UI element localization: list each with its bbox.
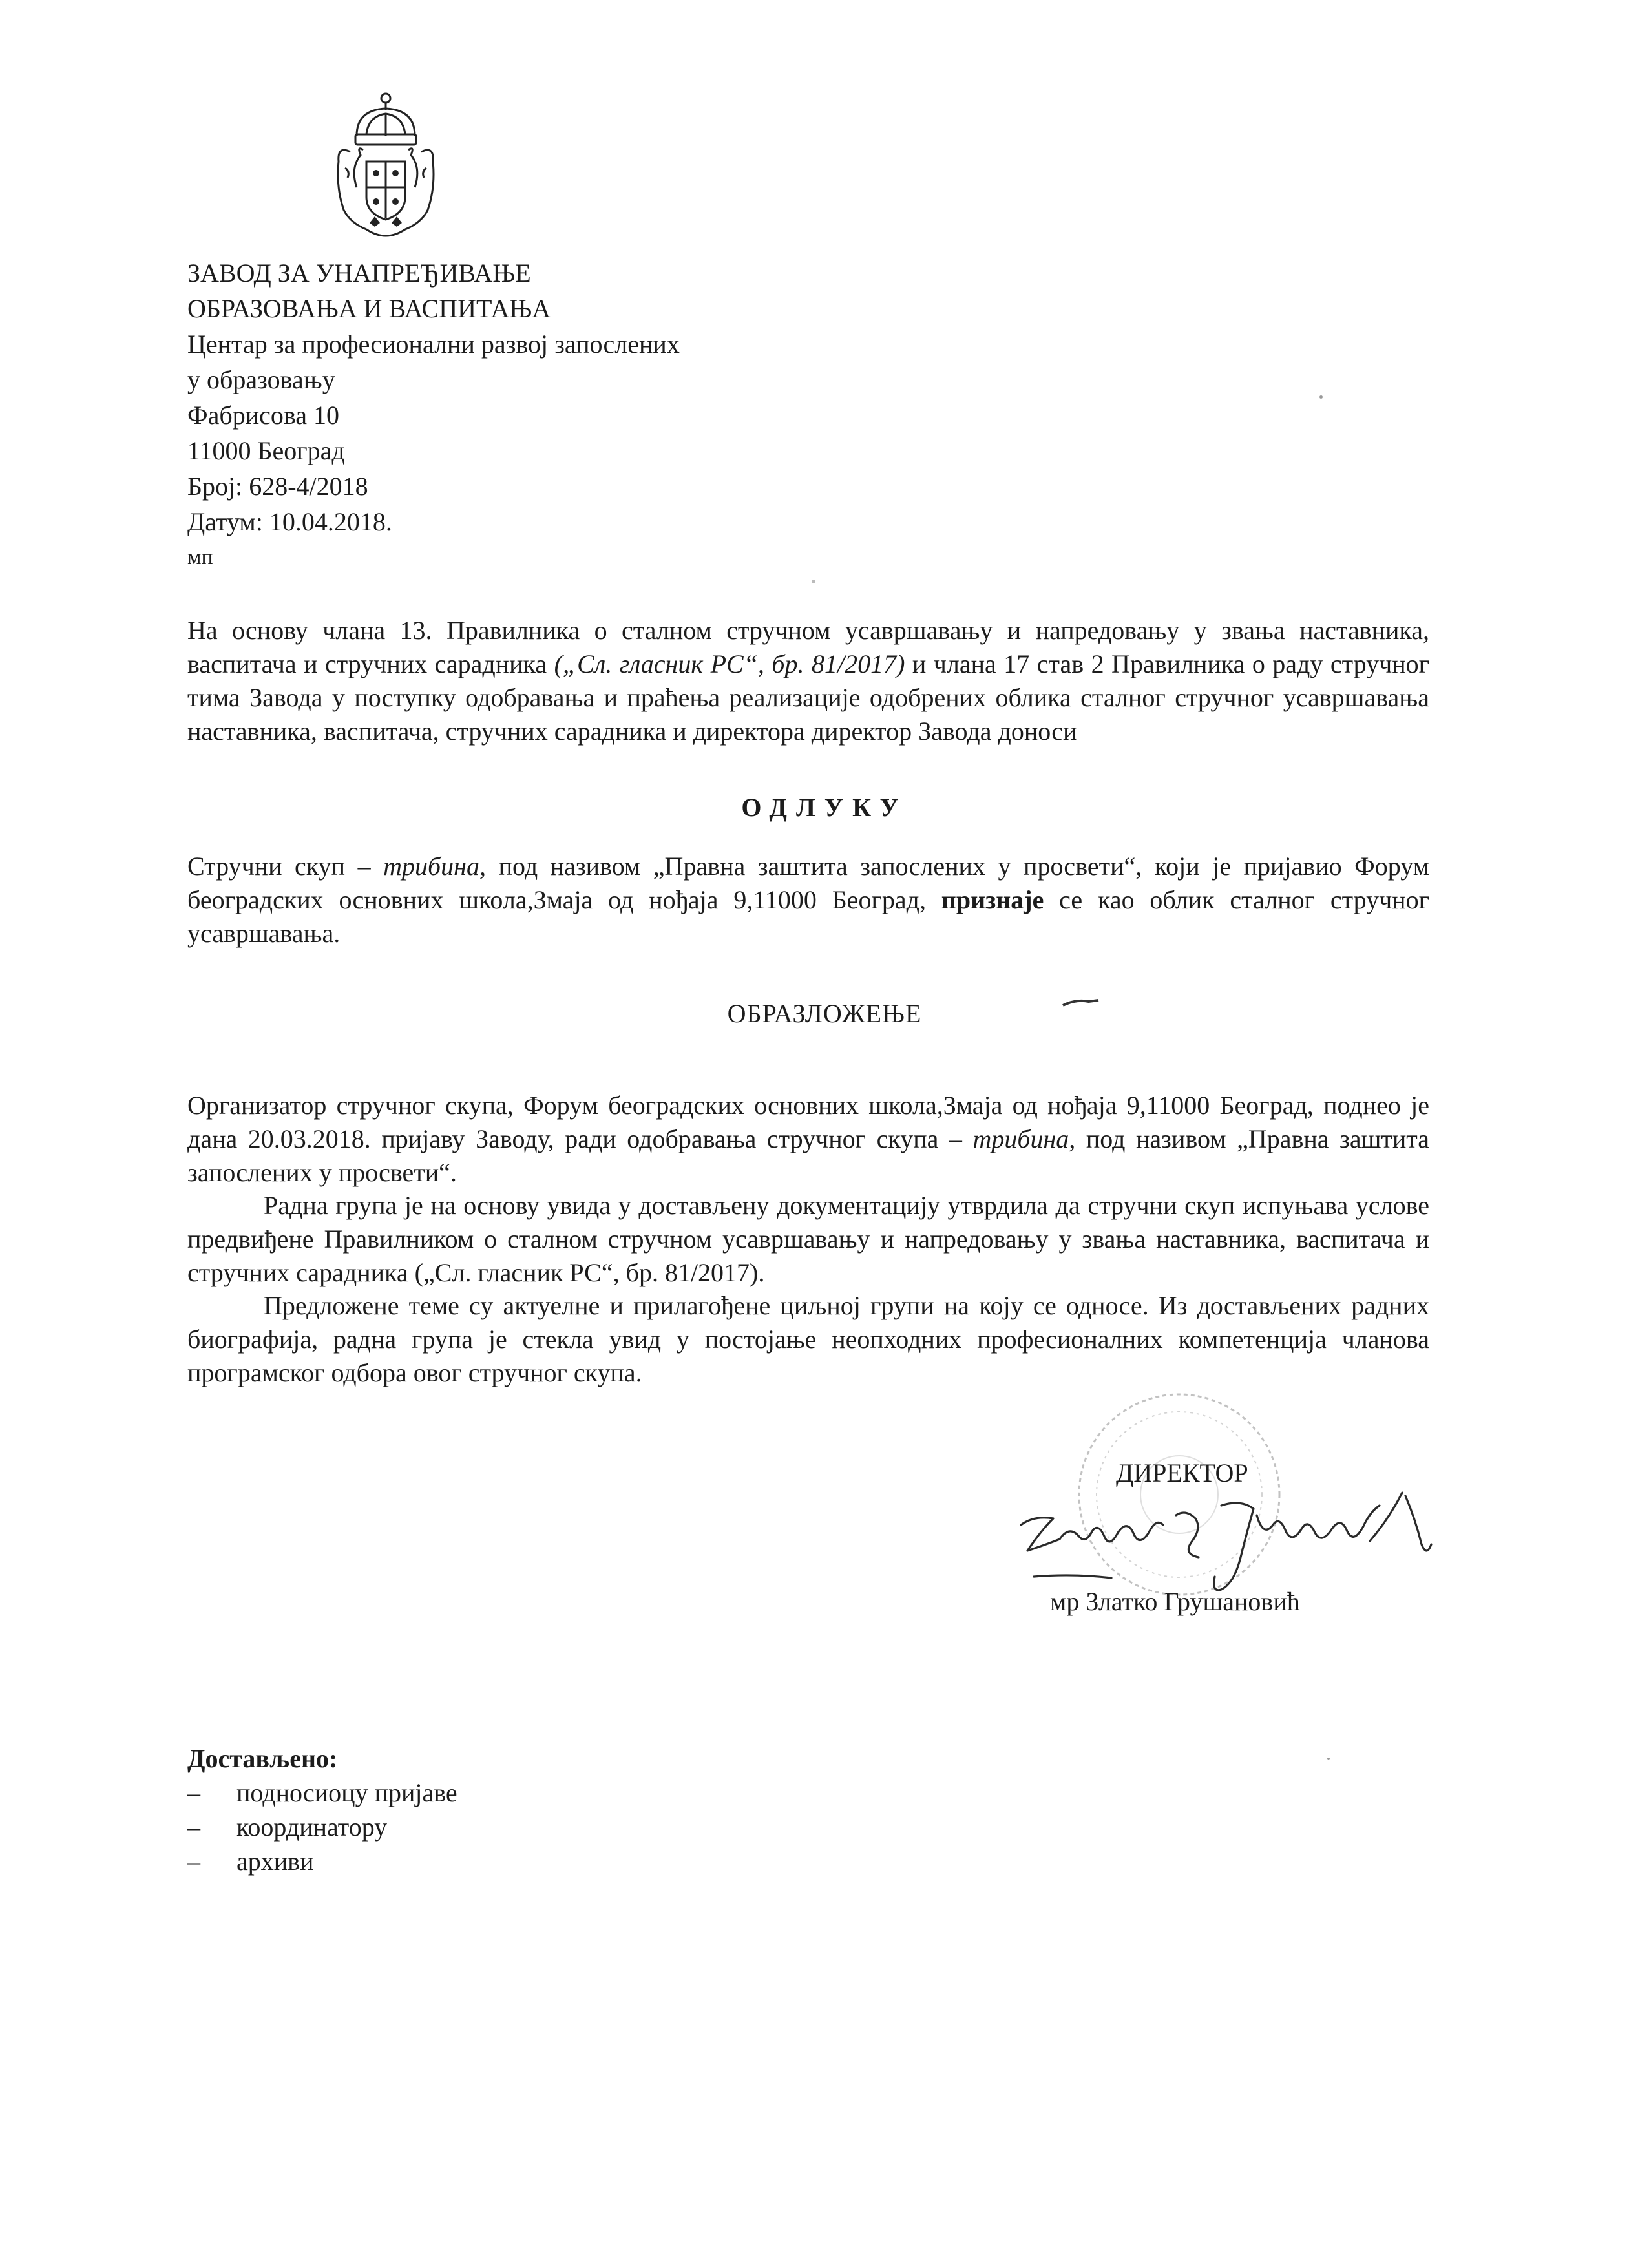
- institution-name-line1: ЗАВОД ЗА УНАПРЕЂИВАЊЕ: [187, 258, 531, 288]
- scan-speck: [1327, 1758, 1330, 1760]
- document-number: Број: 628-4/2018: [187, 472, 368, 501]
- preamble-gazette-ref: („Сл. гласник РС“, бр. 81/2017): [554, 649, 905, 678]
- scan-speck: [1319, 395, 1323, 399]
- signatory-title: ДИРЕКТОР: [1116, 1458, 1248, 1487]
- street-address: Фабрисова 10: [187, 401, 339, 430]
- decision-text-3: се као облик сталног стручног усавршавања.: [187, 885, 1429, 948]
- reasoning-paragraph-1: [187, 1089, 1429, 1190]
- center-name-line1: Центар за професионални развој запослених: [187, 330, 680, 359]
- distribution-item: [187, 1776, 457, 1810]
- reasoning-paragraph-3: Предложене теме су актуелне и прилагођене циљној групи на коју се односе. Из достављених радних биографија, радна група је стекла увид у постојање неопходних професионалних компетенција чланова програмског одбора овог стручног скупа.: [187, 1291, 1429, 1387]
- handwritten-signature: [1008, 1480, 1447, 1602]
- list-dash: –: [187, 1812, 200, 1842]
- reasoning-paragraph-2: Радна група је на основу увида у достављену документацију утврдила да стручни скуп испуњава услове предвиђене Правилником о сталном стручном усавршавању и напредовању у звања наставника, васпитача и стручних сарадника („Сл. гласник РС“, бр. 81/2017).: [187, 1191, 1429, 1287]
- coat-of-arms-emblem: [331, 90, 441, 246]
- distribution-list: [187, 1741, 457, 1878]
- distribution-item-text: координатору: [236, 1812, 388, 1842]
- decision-verdict: признаје: [941, 885, 1044, 914]
- reasoning-heading: ОБРАЗЛОЖЕЊЕ: [727, 999, 922, 1028]
- decision-paragraph: [187, 850, 1429, 950]
- signatory-name: мр Златко Грушановић: [1050, 1587, 1300, 1616]
- institution-name-line2: ОБРАЗОВАЊА И ВАСПИТАЊА: [187, 294, 551, 323]
- seal-placeholder: мп: [187, 545, 213, 569]
- distribution-item-text: подносиоцу пријаве: [236, 1778, 457, 1807]
- decision-text-2: под називом „Правна заштита запослених у просвети“, који је пријавио Форум београдских основних школа,Змаја од нођаја 9,11000 Београд,: [187, 852, 1430, 914]
- reasoning-event-type: трибина,: [972, 1124, 1076, 1153]
- scan-speck: [812, 580, 815, 583]
- letterhead: [187, 255, 680, 575]
- distribution-item: [187, 1844, 457, 1878]
- scan-speck: [1060, 994, 1105, 1013]
- reasoning-text-1: Организатор стручног скупа, Форум београдских основних школа,Змаја од нођаја 9,11000 Београд, поднео је дана 20.03.2018. пријаву Заводу, ради одобравања стручног скупа –: [187, 1091, 1429, 1153]
- distribution-label: Достављено:: [187, 1744, 338, 1773]
- list-dash: –: [187, 1847, 200, 1876]
- preamble-paragraph: [187, 614, 1429, 748]
- reasoning-text-2: под називом „Правна заштита запослених у просвети“.: [187, 1124, 1429, 1187]
- document-date: Датум: 10.04.2018.: [187, 507, 392, 536]
- decision-text-1: Стручни скуп –: [187, 852, 384, 881]
- list-dash: –: [187, 1778, 200, 1807]
- decision-event-type: трибина,: [383, 852, 487, 881]
- decision-heading: ОДЛУКУ: [741, 793, 908, 822]
- distribution-item-text: архиви: [236, 1847, 314, 1876]
- city-address: 11000 Београд: [187, 436, 345, 465]
- center-name-line2: у образовању: [187, 365, 335, 394]
- preamble-text-1: На основу члана 13. Правилника о сталном стручном усавршавању и напредовању у звања наставника, васпитача и стручних сарадника: [187, 616, 1429, 678]
- distribution-item: [187, 1810, 457, 1844]
- preamble-text-2: и члана 17 став 2 Правилника о раду стручног тима Завода у поступку одобравања и праћења реализације одобрених облика сталног стручног усавршавања наставника, васпитача, стручних сарадника и директора директор Завода доноси: [187, 649, 1430, 746]
